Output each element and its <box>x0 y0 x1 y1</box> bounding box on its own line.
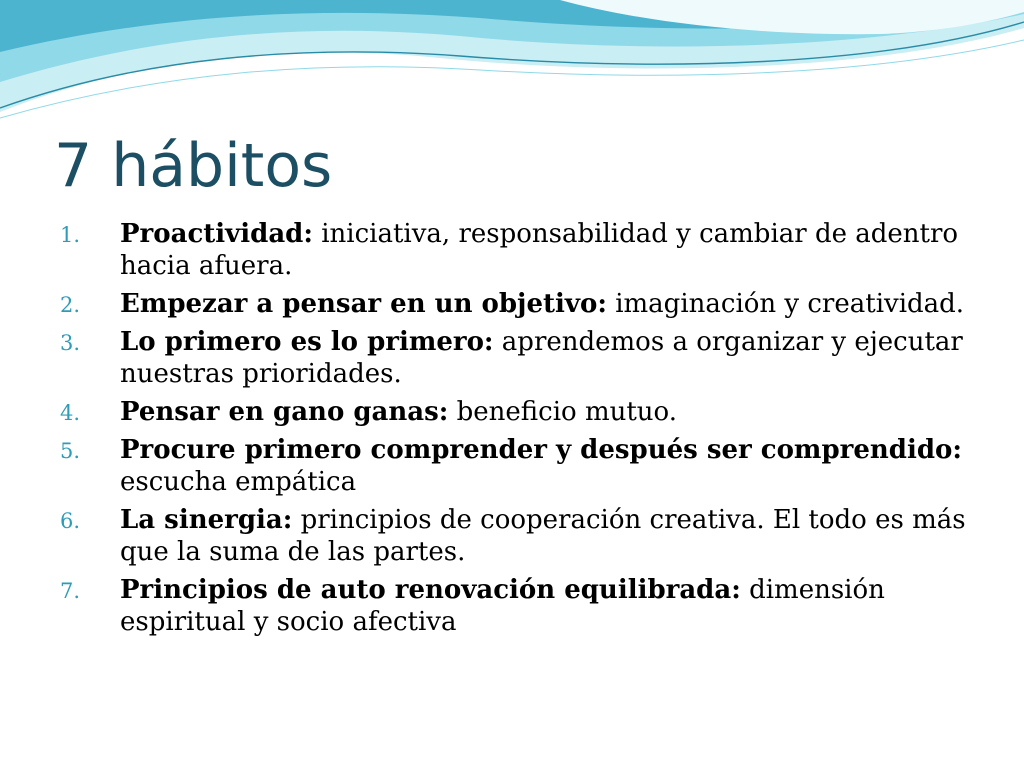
habit-name: Proactividad: <box>120 219 313 249</box>
list-item <box>56 218 966 282</box>
list-item <box>56 326 966 390</box>
habit-name: Pensar en gano ganas: <box>120 397 449 427</box>
habit-description: dimensión espiritual y socio afectiva <box>120 575 885 637</box>
habit-name: Procure primero comprender y después ser comprendido: <box>120 435 962 465</box>
habit-description: imaginación y creatividad. <box>606 289 965 319</box>
habit-name: Lo primero es lo primero: <box>120 327 494 357</box>
habit-description: principios de cooperación creativa. El todo es más que la suma de las partes. <box>120 505 966 567</box>
slide-title: 7 hábitos <box>54 131 333 201</box>
list-item <box>56 434 966 498</box>
list-item <box>56 288 966 320</box>
list-number: 4. <box>60 401 81 425</box>
habit-description: escucha empática <box>120 467 357 497</box>
habit-name: Principios de auto renovación equilibrada: <box>120 575 741 605</box>
habits-list <box>56 218 966 644</box>
habit-description: aprendemos a organizar y ejecutar nuestras prioridades. <box>120 327 963 389</box>
list-number: 2. <box>60 293 81 317</box>
list-number: 5. <box>60 439 81 463</box>
habit-name: La sinergia: <box>120 505 293 535</box>
habit-name: Empezar a pensar en un objetivo: <box>120 289 607 319</box>
decorative-wave <box>0 0 1024 140</box>
habit-description: iniciativa, responsabilidad y cambiar de adentro hacia afuera. <box>120 219 959 281</box>
list-item <box>56 574 966 638</box>
list-number: 7. <box>60 579 81 603</box>
list-number: 1. <box>60 223 81 247</box>
list-item <box>56 396 966 428</box>
list-number: 3. <box>60 331 81 355</box>
list-item <box>56 504 966 568</box>
list-number: 6. <box>60 509 81 533</box>
habit-description: beneficio mutuo. <box>448 397 677 427</box>
